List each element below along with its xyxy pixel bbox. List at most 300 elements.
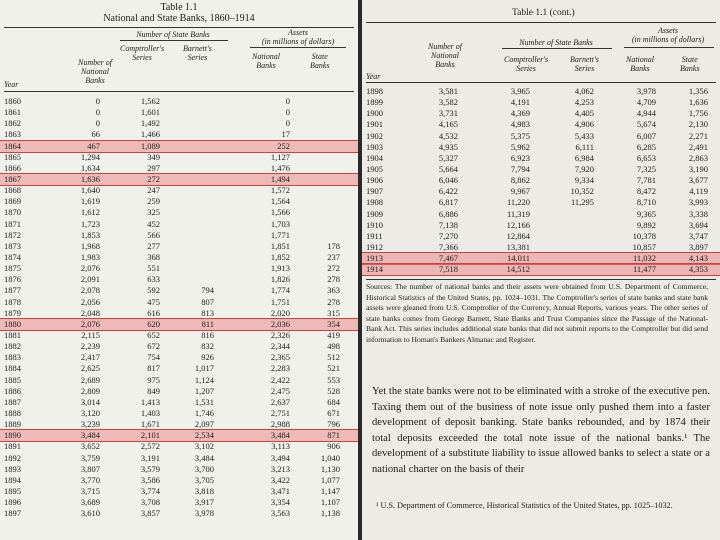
table-cell: 2,689 — [80, 374, 100, 385]
table-cell: 1,636 — [80, 173, 100, 184]
table-cell: 3,700 — [194, 463, 214, 474]
table-cell: 4,983 — [510, 119, 530, 130]
table-cell: 5,674 — [636, 119, 656, 130]
table-row — [0, 207, 358, 218]
table-cell: 1862 — [4, 118, 21, 129]
table-cell: 1912 — [366, 241, 383, 252]
table-cell: 2,076 — [80, 318, 100, 329]
table-cell: 1865 — [4, 151, 21, 162]
table-cell: 1875 — [4, 263, 21, 274]
table-cell: 1868 — [4, 185, 21, 196]
table-cell: 926 — [201, 352, 214, 363]
header-barnett: Barnett's Series — [183, 44, 212, 62]
table-cell: 1894 — [4, 474, 21, 485]
table-cell: 2,056 — [80, 296, 100, 307]
table-cell: 1873 — [4, 240, 21, 251]
table-cell: 1,851 — [270, 240, 290, 251]
table-cell: 652 — [147, 329, 160, 340]
table-caption — [0, 2, 358, 24]
table-row — [362, 231, 720, 242]
table-cell: 1,572 — [270, 185, 290, 196]
table-cell: 1871 — [4, 218, 21, 229]
table-cell: 1,723 — [80, 218, 100, 229]
table-cell: 4,944 — [636, 108, 656, 119]
table-cell: 3,102 — [194, 441, 214, 452]
table-cell: 247 — [147, 185, 160, 196]
table-cell: 754 — [147, 352, 160, 363]
table-cell: 1874 — [4, 251, 21, 262]
header-rule — [4, 91, 354, 92]
table-cell: 1,017 — [194, 363, 214, 374]
table-cell: 11,319 — [506, 208, 530, 219]
table-cell: 1889 — [4, 419, 21, 430]
table-row — [0, 508, 358, 519]
table-cell: 1,601 — [140, 107, 160, 118]
table-cell: 6,984 — [574, 152, 594, 163]
table-cell: 3,494 — [270, 452, 290, 463]
table-cell: 7,270 — [438, 230, 458, 241]
table-cell: 1,703 — [270, 218, 290, 229]
table-row — [0, 196, 358, 207]
table-cell: 1878 — [4, 296, 21, 307]
table-cell: 1,564 — [270, 196, 290, 207]
table-cell: 272 — [327, 263, 340, 274]
table-cell: 11,477 — [632, 264, 656, 275]
table-cell: 1,492 — [140, 118, 160, 129]
table-cell: 3,113 — [271, 441, 290, 452]
table-cell: 1869 — [4, 196, 21, 207]
table-cell: 620 — [147, 318, 160, 329]
table-cell: 4,405 — [574, 108, 594, 119]
table-cell: 1885 — [4, 374, 21, 385]
table-cell: 1909 — [366, 208, 383, 219]
left-table-body — [0, 96, 358, 519]
table-cell: 3,652 — [80, 441, 100, 452]
table-cell: 1,913 — [270, 263, 290, 274]
table-cell: 592 — [147, 285, 160, 296]
table-cell: 3,818 — [194, 485, 214, 496]
table-cell: 1,968 — [80, 240, 100, 251]
table-cell: 1,751 — [270, 296, 290, 307]
table-cell: 7,920 — [574, 163, 594, 174]
table-row — [0, 230, 358, 241]
table-cell: 278 — [327, 296, 340, 307]
table-cell: 1907 — [366, 186, 383, 197]
table-cell: 12,864 — [506, 230, 530, 241]
table-cell: 2,130 — [688, 119, 708, 130]
table-cell: 1887 — [4, 396, 21, 407]
body-paragraph: Yet the state banks were not to be eliminated with a stroke of the executive pen. Taxing them out of the business of note issue only pushed them into a faster development of deposit banking. State banks rebounded, and by 1874 their total deposits exceeded the total note issue of the national banks.¹ The development of a substitute liability to issue allowed banks to select a state or a national charter on the basis of their — [372, 386, 710, 475]
table-subtitle: National and State Banks, 1860–1914 — [103, 13, 255, 24]
table-cell: 3,586 — [140, 474, 160, 485]
table-cell: 616 — [147, 307, 160, 318]
table-cell: 1901 — [366, 119, 383, 130]
table-cell: 1,127 — [270, 151, 290, 162]
header-state-group: Number of State Banks — [136, 30, 210, 39]
header-state-assets: State Banks — [310, 52, 330, 70]
table-cell: 1,403 — [140, 407, 160, 418]
table-cell: 1895 — [4, 485, 21, 496]
table-cell: 3,422 — [270, 474, 290, 485]
table-cell: 5,664 — [438, 163, 458, 174]
table-cell: 1,124 — [194, 374, 214, 385]
table-cell: 0 — [285, 118, 290, 129]
header-comptroller: Comptroller's Series — [120, 44, 165, 62]
table-cell: 1876 — [4, 274, 21, 285]
table-cell: 1,531 — [194, 396, 214, 407]
table-cell: 17 — [281, 129, 290, 140]
table-cell: 2,625 — [80, 363, 100, 374]
table-cell: 4,191 — [510, 97, 530, 108]
table-cell: 2,365 — [270, 352, 290, 363]
table-row — [0, 408, 358, 419]
table-cell: 1905 — [366, 163, 383, 174]
header-assets-group: Assets (in millions of dollars) — [261, 28, 335, 46]
table-row — [362, 119, 720, 130]
table-row — [0, 330, 358, 341]
table-cell: 237 — [327, 251, 340, 262]
table-cell: 1872 — [4, 229, 21, 240]
table-row — [0, 397, 358, 408]
table-cell: 1,356 — [688, 86, 708, 96]
table-row — [0, 441, 358, 452]
table-cell: 1,634 — [80, 162, 100, 173]
table-cell: 816 — [201, 329, 214, 340]
table-cell: 2,283 — [270, 363, 290, 374]
table-cell: 3,759 — [80, 452, 100, 463]
table-cell: 2,036 — [270, 318, 290, 329]
table-cell: 1,130 — [320, 463, 340, 474]
header-assets-group-r: Assets (in millions of dollars) — [631, 26, 705, 44]
table-cell: 1,476 — [270, 162, 290, 173]
table-cell: 906 — [327, 441, 340, 452]
table-cell: 528 — [327, 385, 340, 396]
table-cell: 1914 — [366, 264, 383, 275]
table-cell: 0 — [285, 107, 290, 118]
table-cell: 1900 — [366, 108, 383, 119]
table-row — [362, 164, 720, 175]
table-cell: 277 — [147, 240, 160, 251]
table-cell: 3,917 — [194, 497, 214, 508]
table-cell: 3,715 — [80, 485, 100, 496]
table-cell: 2,809 — [80, 385, 100, 396]
table-cell: 6,046 — [438, 175, 458, 186]
table-row — [362, 264, 720, 275]
table-row — [362, 197, 720, 208]
table-cell: 1866 — [4, 162, 21, 173]
table-row — [362, 86, 720, 97]
table-cell: 1,619 — [80, 196, 100, 207]
table-cell: 5,433 — [574, 130, 594, 141]
table-row — [362, 220, 720, 231]
table-cell: 1,612 — [80, 207, 100, 218]
table-cell: 475 — [147, 296, 160, 307]
table-row — [362, 131, 720, 142]
table-cell: 3,563 — [270, 508, 290, 519]
table-row — [0, 464, 358, 475]
table-cell: 1911 — [366, 230, 383, 241]
table-cell: 1899 — [366, 97, 383, 108]
table-cell: 4,119 — [689, 186, 708, 197]
table-cell: 9,334 — [574, 175, 594, 186]
table-cell: 5,962 — [510, 141, 530, 152]
table-cell: 8,472 — [636, 186, 656, 197]
table-cell: 2,326 — [270, 329, 290, 340]
table-cell: 2,101 — [140, 430, 160, 441]
table-cell: 3,770 — [80, 474, 100, 485]
table-cell: 6,285 — [636, 141, 656, 152]
table-cell: 1,636 — [688, 97, 708, 108]
table-cell: 1863 — [4, 129, 21, 140]
table-cell: 817 — [147, 363, 160, 374]
table-cell: 66 — [91, 129, 100, 140]
table-cell: 807 — [201, 296, 214, 307]
table-cell: 871 — [327, 430, 340, 441]
table-cell: 1896 — [4, 497, 21, 508]
table-cell: 3,807 — [80, 463, 100, 474]
table-cell: 1,566 — [270, 207, 290, 218]
table-cell: 672 — [147, 341, 160, 352]
table-cell: 794 — [201, 285, 214, 296]
table-cell: 684 — [327, 396, 340, 407]
table-cell: 7,518 — [438, 264, 458, 275]
table-cell: 5,327 — [438, 152, 458, 163]
table-row — [0, 241, 358, 252]
table-cell: 2,115 — [81, 329, 100, 340]
table-cell: 10,378 — [632, 230, 656, 241]
table-row — [0, 141, 358, 152]
table-row — [0, 475, 358, 486]
table-cell: 2,572 — [140, 441, 160, 452]
table-row — [0, 341, 358, 352]
table-cell: 3,897 — [688, 241, 708, 252]
table-cell: 1,207 — [194, 385, 214, 396]
table-cell: 498 — [327, 341, 340, 352]
table-cell: 4,709 — [636, 97, 656, 108]
table-row — [0, 274, 358, 285]
table-cell: 1908 — [366, 197, 383, 208]
table-cell: 7,325 — [636, 163, 656, 174]
table-cell: 259 — [147, 196, 160, 207]
table-cell: 1881 — [4, 329, 21, 340]
table-cell: 2,020 — [270, 307, 290, 318]
table-cell: 1,466 — [140, 129, 160, 140]
table-cell: 1891 — [4, 441, 21, 452]
table-cell: 521 — [327, 363, 340, 374]
table-cell: 2,637 — [270, 396, 290, 407]
table-cell: 252 — [277, 140, 290, 151]
table-cell: 3,610 — [80, 508, 100, 519]
table-cell: 2,078 — [80, 285, 100, 296]
table-cell: 0 — [285, 96, 290, 106]
table-cell: 671 — [327, 407, 340, 418]
table-cell: 2,422 — [270, 374, 290, 385]
header-year-r: Year — [366, 72, 381, 81]
table-cell: 2,076 — [80, 263, 100, 274]
table-cell: 1,413 — [140, 396, 160, 407]
table-cell: 3,582 — [438, 97, 458, 108]
table-cell: 6,923 — [510, 152, 530, 163]
table-cell: 4,143 — [688, 253, 708, 264]
table-row — [0, 419, 358, 430]
table-cell: 832 — [201, 341, 214, 352]
table-cell: 2,491 — [688, 141, 708, 152]
table-cell: 4,165 — [438, 119, 458, 130]
table-cell: 452 — [147, 218, 160, 229]
table-cell: 6,007 — [636, 130, 656, 141]
table-cell: 1892 — [4, 452, 21, 463]
left-page — [0, 0, 358, 540]
table-cell: 1867 — [4, 173, 21, 184]
table-cell: 297 — [147, 162, 160, 173]
table-cell: 7,794 — [510, 163, 530, 174]
table-cell: 3,993 — [688, 197, 708, 208]
table-cell: 551 — [147, 263, 160, 274]
table-cell: 14,011 — [506, 253, 530, 264]
table-title-cont: Table 1.1 (cont.) — [512, 8, 575, 18]
header-national-assets: National Banks — [252, 52, 281, 70]
table-cell: 178 — [327, 240, 340, 251]
table-cell: 349 — [147, 151, 160, 162]
table-cell: 2,475 — [270, 385, 290, 396]
table-cell: 1864 — [4, 140, 21, 151]
table-row — [0, 152, 358, 163]
table-cell: 1913 — [366, 253, 383, 264]
table-cell: 6,653 — [636, 152, 656, 163]
table-cell: 1,640 — [80, 185, 100, 196]
table-cell: 9,967 — [510, 186, 530, 197]
table-cell: 11,220 — [506, 197, 530, 208]
table-cell: 13,381 — [506, 241, 530, 252]
table-row — [0, 486, 358, 497]
right-table-body — [362, 86, 720, 275]
table-cell: 7,366 — [438, 241, 458, 252]
header-national-assets-r: National Banks — [626, 55, 655, 73]
table-row — [362, 253, 720, 264]
table-cell: 1,077 — [320, 474, 340, 485]
table-row — [0, 453, 358, 464]
table-row — [0, 319, 358, 330]
header-year: Year — [4, 80, 19, 89]
table-cell: 272 — [147, 173, 160, 184]
table-cell: 1904 — [366, 152, 383, 163]
table-cell: 811 — [201, 318, 214, 329]
table-cell: 3,190 — [688, 163, 708, 174]
table-cell: 9,892 — [636, 219, 656, 230]
table-cell: 3,857 — [140, 508, 160, 519]
table-row — [0, 129, 358, 140]
table-cell: 325 — [147, 207, 160, 218]
table-cell: 1,089 — [140, 140, 160, 151]
table-cell: 7,467 — [438, 253, 458, 264]
header-national-count-r: Number of National Banks — [428, 42, 462, 69]
table-cell: 3,705 — [194, 474, 214, 485]
table-row — [0, 163, 358, 174]
table-cell: 354 — [327, 318, 340, 329]
table-cell: 1870 — [4, 207, 21, 218]
table-row — [362, 175, 720, 186]
table-cell: 2,091 — [80, 274, 100, 285]
table-cell: 796 — [327, 419, 340, 430]
table-cell: 3,120 — [80, 407, 100, 418]
table-row — [362, 242, 720, 253]
table-cell: 6,422 — [438, 186, 458, 197]
table-cell: 3,978 — [194, 508, 214, 519]
table-row — [0, 308, 358, 319]
table-cell: 3,338 — [688, 208, 708, 219]
table-cell: 6,817 — [438, 197, 458, 208]
table-cell: 2,751 — [270, 407, 290, 418]
table-cell: 2,417 — [80, 352, 100, 363]
table-cell: 4,369 — [510, 108, 530, 119]
table-row — [0, 497, 358, 508]
table-cell: 1,294 — [80, 151, 100, 162]
table-cell: 1906 — [366, 175, 383, 186]
table-cell: 9,365 — [636, 208, 656, 219]
table-cell: 4,062 — [574, 86, 594, 96]
table-row — [362, 97, 720, 108]
table-cell: 849 — [147, 385, 160, 396]
table-cell: 813 — [201, 307, 214, 318]
table-cell: 1,494 — [270, 173, 290, 184]
table-cell: 1,826 — [270, 274, 290, 285]
table-cell: 10,352 — [570, 186, 594, 197]
table-cell: 3,014 — [80, 396, 100, 407]
header-state-group-r: Number of State Banks — [519, 38, 593, 47]
table-cell: 1,107 — [320, 497, 340, 508]
header-state-assets-r: State Banks — [680, 55, 700, 73]
footnote: ¹ U.S. Department of Commerce, Historical Statistics of the United States, pp. 1025–1032. — [376, 501, 673, 510]
table-cell: 1,983 — [80, 251, 100, 262]
table-cell: 8,862 — [510, 175, 530, 186]
table-row — [0, 386, 358, 397]
table-cell: 14,512 — [506, 264, 530, 275]
sources-note: Sources: The number of national banks and their assets were obtained from U.S. Department of Commerce, Historical Statistics of the United States, pp. 1024–1031. The Comptroller's series of state banks and state bank assets were gleaned from U.S. Comptroller of the Currency, Annual Reports, various years. The other series of state banks comes from George Barnett, State Banks and Trust Companies since the Passage of the National-Bank Act. This series includes additional state banks that did not submit reports to the Comptroller but did send information to Homan's Bankers Almanac and Register. — [366, 282, 708, 344]
table-cell: 10,857 — [632, 241, 656, 252]
table-row — [0, 430, 358, 441]
table-cell: 1,562 — [140, 96, 160, 106]
table-row — [362, 142, 720, 153]
table-cell: 1897 — [4, 508, 21, 519]
table-cell: 1877 — [4, 285, 21, 296]
table-cell: 1888 — [4, 407, 21, 418]
table-row — [0, 297, 358, 308]
table-row — [0, 185, 358, 196]
table-cell: 2,271 — [688, 130, 708, 141]
table-cell: 2,048 — [80, 307, 100, 318]
table-cell: 3,484 — [194, 452, 214, 463]
table-cell: 419 — [327, 329, 340, 340]
table-cell: 7,138 — [438, 219, 458, 230]
table-cell: 566 — [147, 229, 160, 240]
table-cell: 1860 — [4, 96, 21, 106]
table-cell: 8,710 — [636, 197, 656, 208]
table-cell: 12,166 — [506, 219, 530, 230]
table-cell: 3,677 — [688, 175, 708, 186]
table-row — [0, 352, 358, 363]
table-cell: 1890 — [4, 430, 21, 441]
table-cell: 1880 — [4, 318, 21, 329]
table-cell: 2,988 — [270, 419, 290, 430]
table-cell: 0 — [95, 107, 100, 118]
table-cell: 633 — [147, 274, 160, 285]
table-cell: 3,191 — [140, 452, 160, 463]
table-cell: 1,774 — [270, 285, 290, 296]
table-cell: 1,852 — [270, 251, 290, 262]
table-cell: 0 — [95, 96, 100, 106]
table-cell: 363 — [327, 285, 340, 296]
table-cell: 3,581 — [438, 86, 458, 96]
